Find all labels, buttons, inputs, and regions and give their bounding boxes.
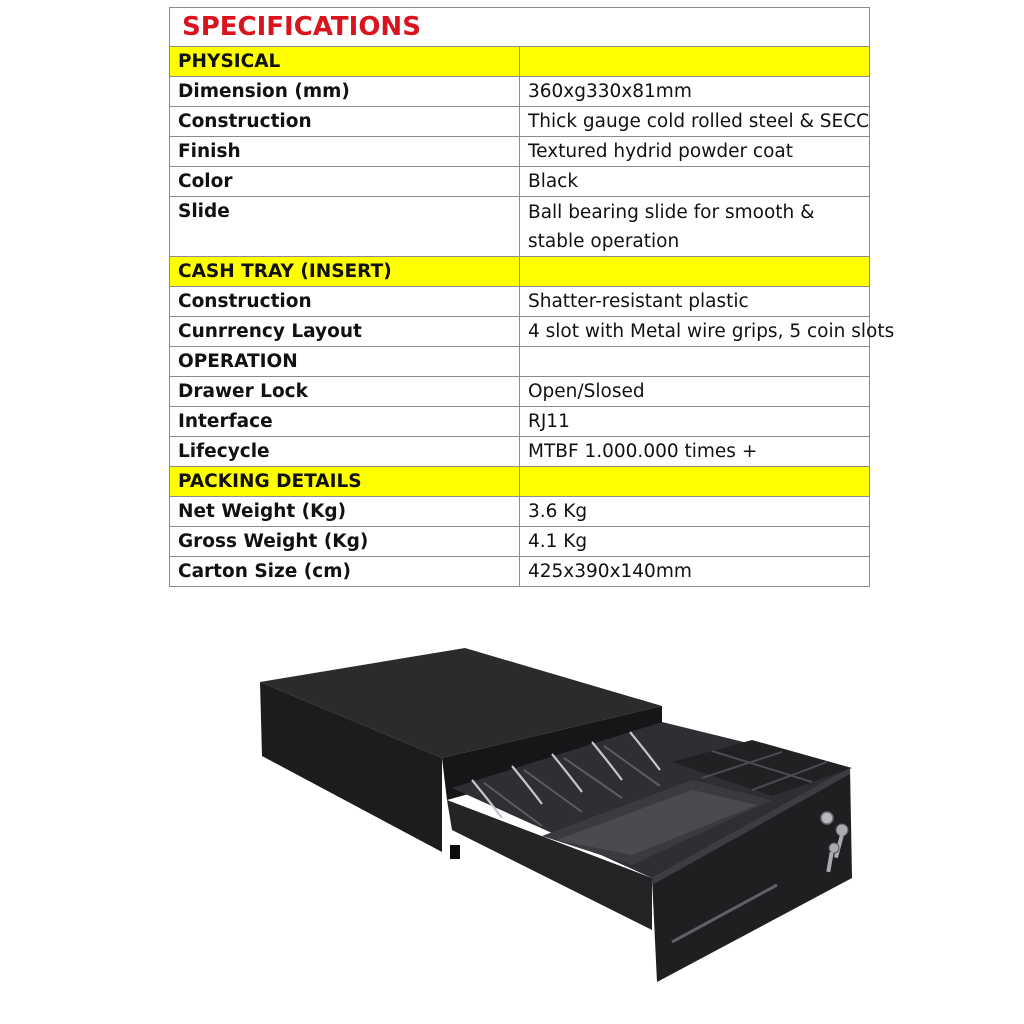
spec-value: Shatter-resistant plastic xyxy=(520,287,870,317)
spec-row xyxy=(170,527,870,557)
section-fill xyxy=(520,467,870,497)
spec-value: 360xg330x81mm xyxy=(520,77,870,107)
section-fill xyxy=(520,347,870,377)
spec-row xyxy=(170,107,870,137)
spec-value: MTBF 1.000.000 times + xyxy=(520,437,870,467)
spec-row xyxy=(170,167,870,197)
spec-value: 425x390x140mm xyxy=(520,557,870,587)
spec-label: Finish xyxy=(170,137,520,167)
cash-drawer-image xyxy=(252,640,862,985)
lock-icon xyxy=(821,812,833,824)
spec-label: Color xyxy=(170,167,520,197)
spec-value: RJ11 xyxy=(520,407,870,437)
spec-row xyxy=(170,287,870,317)
spec-label: Net Weight (Kg) xyxy=(170,497,520,527)
section-header-operation xyxy=(170,347,870,377)
spec-label: Interface xyxy=(170,407,520,437)
spec-value: 3.6 Kg xyxy=(520,497,870,527)
spec-value: 4.1 Kg xyxy=(520,527,870,557)
spec-label: Cunrrency Layout xyxy=(170,317,520,347)
page-title: SPECIFICATIONS xyxy=(170,8,870,47)
section-title: OPERATION xyxy=(170,347,520,377)
section-title: PHYSICAL xyxy=(170,47,520,77)
spec-row xyxy=(170,497,870,527)
spec-row xyxy=(170,197,870,257)
spec-label: Slide xyxy=(170,197,520,257)
spec-value: Thick gauge cold rolled steel & SECC xyxy=(520,107,870,137)
section-header-packing xyxy=(170,467,870,497)
spec-label: Carton Size (cm) xyxy=(170,557,520,587)
section-title: CASH TRAY (INSERT) xyxy=(170,257,520,287)
spec-value: 4 slot with Metal wire grips, 5 coin slots xyxy=(520,317,870,347)
title-row xyxy=(170,8,870,47)
spec-row xyxy=(170,317,870,347)
spec-label: Dimension (mm) xyxy=(170,77,520,107)
drawer-foot xyxy=(450,845,460,859)
spec-row xyxy=(170,437,870,467)
spec-label: Drawer Lock xyxy=(170,377,520,407)
specifications-table xyxy=(169,7,895,587)
spec-value: Open/Slosed xyxy=(520,377,870,407)
spec-label: Lifecycle xyxy=(170,437,520,467)
spec-row xyxy=(170,137,870,167)
spec-row xyxy=(170,377,870,407)
section-fill xyxy=(520,47,870,77)
section-title: PACKING DETAILS xyxy=(170,467,520,497)
spec-value: Ball bearing slide for smooth & stable operation xyxy=(520,197,870,257)
section-header-cash-tray xyxy=(170,257,870,287)
spec-value: Textured hydrid powder coat xyxy=(520,137,870,167)
section-header-physical xyxy=(170,47,870,77)
spec-row xyxy=(170,77,870,107)
spec-label: Construction xyxy=(170,287,520,317)
spec-label: Gross Weight (Kg) xyxy=(170,527,520,557)
section-fill xyxy=(520,257,870,287)
spec-label: Construction xyxy=(170,107,520,137)
spec-row xyxy=(170,407,870,437)
cash-drawer-illustration xyxy=(252,640,862,985)
spec-row xyxy=(170,557,870,587)
spec-value: Black xyxy=(520,167,870,197)
